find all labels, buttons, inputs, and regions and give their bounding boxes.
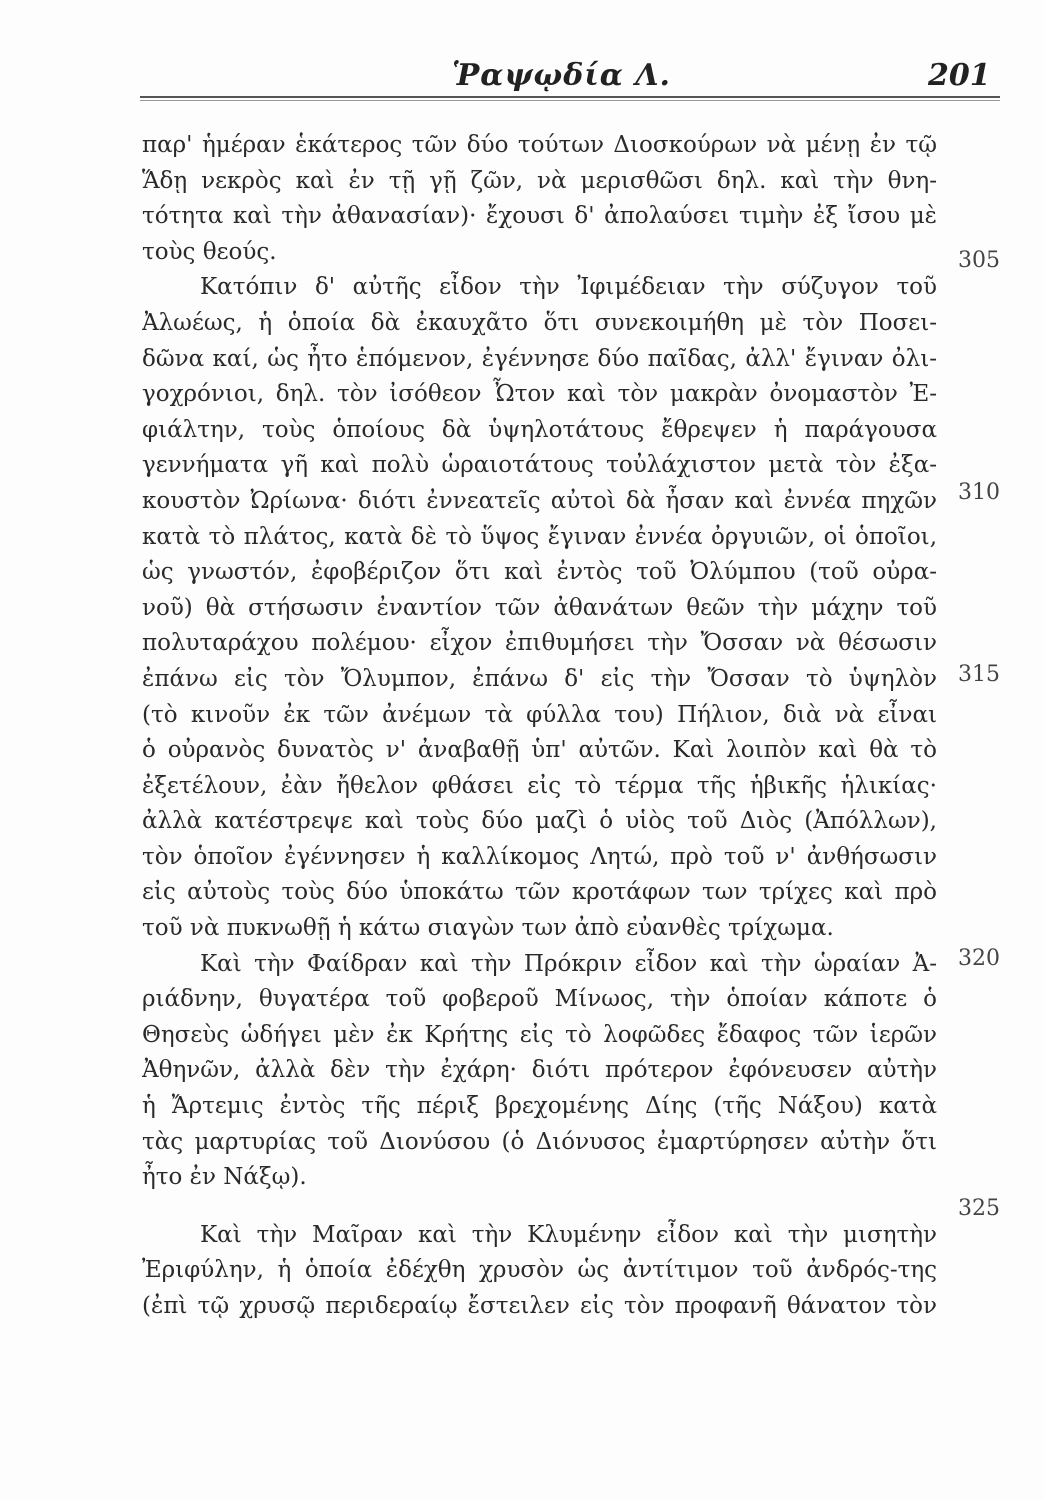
text-line: Καὶ τὴν Μαῖραν καὶ τὴν Κλυμένην εἶδον καὶ τὴν μισητὴν (200, 1221, 937, 1248)
margin-line-number: 305 (958, 248, 1000, 273)
text-line: τοὺς θεούς. (142, 238, 277, 265)
text-line: γεννήματα γῆ καὶ πολὺ ὡραιοτάτους τοὐλάχιστον μετὰ τὸν ἐξα- (142, 452, 937, 479)
text-line: ἐξετέλουν, ἐὰν ἤθελον φθάσει εἰς τὸ τέρμα τῆς ἡβικῆς ἡλικίας· (142, 772, 937, 799)
margin-line-number: 315 (958, 662, 1000, 687)
text-line: γοχρόνιοι, δηλ. τὸν ἰσόθεον Ὦτον καὶ τὸν μακρὰν ὀνομαστὸν Ἐ- (142, 381, 937, 408)
text-line: ἐπάνω εἰς τὸν Ὄλυμπον, ἐπάνω δ' εἰς τὴν Ὄσσαν τὸ ὑψηλὸν (142, 665, 937, 692)
text-line: ὡς γνωστόν, ἐφοβέριζον ὅτι καὶ ἐντὸς τοῦ Ὀλύμπου (τοῦ οὐρα- (142, 559, 937, 586)
text-line: τότητα καὶ τὴν ἀθανασίαν)· ἔχουσι δ' ἀπολαύσει τιμὴν ἐξ ἴσου μὲ (142, 203, 937, 230)
body-text (142, 128, 937, 1325)
text-line: τὸν ὁποῖον ἐγέννησεν ἡ καλλίκομος Λητώ, πρὸ τοῦ ν' ἀνθήσωσιν (142, 843, 937, 870)
text-line: (ἐπὶ τῷ χρυσῷ περιδεραίῳ ἔστειλεν εἰς τὸν προφανῆ θάνατον τὸν (142, 1293, 937, 1319)
text-line: ἀλλὰ κατέστρεψε καὶ τοὺς δύο μαζὶ ὁ υἱὸς τοῦ Διὸς (Ἀπόλλων), (142, 808, 937, 835)
text-line: (τὸ κινοῦν ἐκ τῶν ἀνέμων τὰ φύλλα του) Πήλιον, διὰ νὰ εἶναι (142, 701, 937, 728)
text-line: Ἐριφύλην, ἡ ὁποία ἐδέχθη χρυσὸν ὡς ἀντίτιμον τοῦ ἀνδρός-της (142, 1257, 937, 1284)
text-line: ἦτο ἐν Νάξῳ). (142, 1164, 307, 1191)
text-line: νοῦ) θὰ στήσωσιν ἐναντίον τῶν ἀθανάτων θεῶν τὴν μάχην τοῦ (142, 594, 937, 621)
text-line: Ἀθηνῶν, ἀλλὰ δὲν τὴν ἐχάρη· διότι πρότερον ἐφόνευσεν αὐτὴν (142, 1057, 937, 1084)
margin-line-number: 320 (958, 946, 1000, 971)
text-line: Ἀλωέως, ἡ ὁποία δὰ ἐκαυχᾶτο ὅτι συνεκοιμήθη μὲ τὸν Ποσει- (142, 309, 937, 336)
text-line: Καὶ τὴν Φαίδραν καὶ τὴν Πρόκριν εἶδον καὶ τὴν ὡραίαν Ἀ- (200, 950, 937, 977)
running-header-title: Ῥαψῳδία Λ. (452, 58, 671, 93)
paragraph-gap (142, 1196, 937, 1218)
text-line: κουστὸν Ὠρίωνα· διότι ἐννεατεῖς αὐτοὶ δὰ ἦσαν καὶ ἐννέα πηχῶν (142, 487, 937, 514)
text-line: κατὰ τὸ πλάτος, κατὰ δὲ τὸ ὕψος ἔγιναν ἐννέα ὀργυιῶν, οἱ ὁποῖοι, (142, 523, 937, 550)
text-line: εἰς αὐτοὺς τοὺς δύο ὑποκάτω τῶν κροτάφων των τρίχες καὶ πρὸ (142, 879, 937, 906)
text-line: φιάλτην, τοὺς ὁποίους δὰ ὑψηλοτάτους ἔθρεψεν ἡ παράγουσα (142, 416, 937, 443)
header-rule-thin (140, 100, 1000, 101)
header-rule (140, 96, 1000, 98)
margin-line-number: 310 (958, 480, 1000, 505)
text-line: τοῦ νὰ πυκνωθῇ ἡ κάτω σιαγὼν των ἀπὸ εὐανθὲς τρίχωμα. (142, 915, 834, 942)
text-line: πολυταράχου πολέμου· εἶχον ἐπιθυμήσει τὴν Ὄσσαν νὰ θέσωσιν (142, 630, 937, 657)
text-line: Ἅδῃ νεκρὸς καὶ ἐν τῇ γῇ ζῶν, νὰ μερισθῶσι δηλ. καὶ τὴν θνη- (142, 167, 937, 194)
text-line: τὰς μαρτυρίας τοῦ Διονύσου (ὁ Διόνυσος ἐμαρτύρησεν αὐτὴν ὅτι (142, 1128, 937, 1155)
text-line: δῶνα καί, ὡς ἦτο ἑπόμενον, ἐγέννησε δύο παῖδας, ἀλλ' ἔγιναν ὀλι- (142, 345, 937, 372)
text-line: ριάδνην, θυγατέρα τοῦ φοβεροῦ Μίνωος, τὴν ὁποίαν κάποτε ὁ (142, 986, 937, 1013)
page-number: 201 (928, 58, 991, 93)
margin-line-number: 325 (958, 1196, 1000, 1221)
text-line: Θησεὺς ὡδήγει μὲν ἐκ Κρήτης εἰς τὸ λοφῶδες ἔδαφος τῶν ἱερῶν (142, 1021, 937, 1048)
text-line: ὁ οὐρανὸς δυνατὸς ν' ἀναβαθῇ ὑπ' αὐτῶν. Καὶ λοιπὸν καὶ θὰ τὸ (142, 737, 937, 764)
text-line: Κατόπιν δ' αὐτῆς εἶδον τὴν Ἰφιμέδειαν τὴν σύζυγον τοῦ (200, 274, 937, 301)
text-line: παρ' ἡμέραν ἑκάτερος τῶν δύο τούτων Διοσκούρων νὰ μένῃ ἐν τῷ (142, 132, 937, 158)
text-line: ἡ Ἄρτεμις ἐντὸς τῆς πέριξ βρεχομένης Δίης (τῆς Νάξου) κατὰ (142, 1093, 937, 1120)
